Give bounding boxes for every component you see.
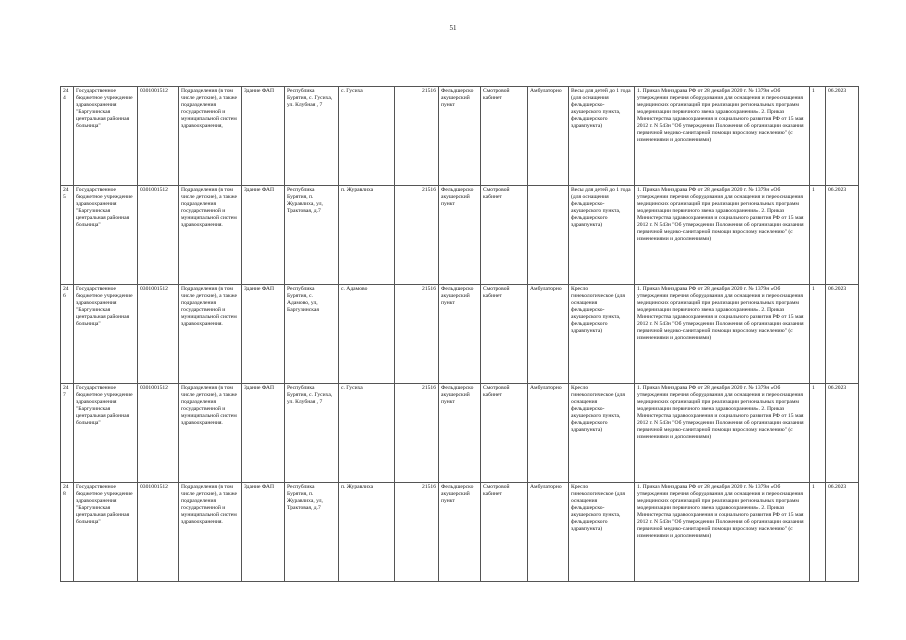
table-body: [61, 87, 859, 582]
quantity-cell: 1: [810, 186, 826, 285]
code-cell: 21516: [395, 483, 439, 582]
table-row: [61, 87, 859, 186]
building-type-cell: Здание ФАП: [242, 483, 285, 582]
okpo-code-cell: 0301001512: [138, 285, 179, 384]
date-cell: 06.2023: [826, 87, 859, 186]
recipients-cell: Подразделения (в том числе детские), а также подразделения государственной и муниципальной систем здравоохранения.: [179, 483, 242, 582]
equipment-cell: Кресло гинекологическое (для оснащения фельдшерско-акушерского пункта, фельдшерского здравпункта): [569, 483, 635, 582]
quantity-cell: 1: [810, 384, 826, 483]
care-form-cell: Амбулаторно: [528, 285, 569, 384]
address-cell: Республика Бурятия, с. Адамово, ул, Баргузинская: [285, 285, 339, 384]
building-type-cell: Здание ФАП: [242, 87, 285, 186]
quantity-cell: 1: [810, 483, 826, 582]
institution-cell: Государственное бюджетное учреждение здравоохранения "Баргузинская центральная районная больница": [74, 285, 138, 384]
care-form-cell: [528, 186, 569, 285]
date-cell: 06.2023: [826, 186, 859, 285]
legal-basis-cell: 1. Приказ Минздрава РФ от 28 декабря 2020 г. № 1379н «Об утверждении перечня оборудования для оснащения и переоснащения медицинских организаций при реализации региональных программ модернизации первичного звена здравоохранения». 2. Приказ Министерства здравоохранения и социального развития РФ от 15 мая 2012 г. N 543н "Об утверждении Положения об организации оказания первичной медико-санитарной помощи взрослому населению" (с изменениями и дополнениями): [635, 483, 810, 582]
room-cell: Смотровой кабинет: [481, 483, 528, 582]
room-cell: Смотровой кабинет: [481, 87, 528, 186]
unit-cell: Фельдшерско акушерский пункт: [439, 483, 481, 582]
date-cell: 06.2023: [826, 384, 859, 483]
unit-cell: Фельдшерско акушерский пункт: [439, 186, 481, 285]
legal-basis-cell: 1. Приказ Минздрава РФ от 28 декабря 2020 г. № 1379н «Об утверждении перечня оборудования для оснащения и переоснащения медицинских организаций при реализации региональных программ модернизации первичного звена здравоохранения». 2. Приказ Министерства здравоохранения и социального развития РФ от 15 мая 2012 г. N 543н "Об утверждении Положения об организации оказания первичной медико-санитарной помощи взрослому населению" (с изменениями и дополнениями): [635, 186, 810, 285]
care-form-cell: Амбулаторно: [528, 87, 569, 186]
registry-table: [60, 86, 859, 582]
table-row: [61, 285, 859, 384]
settlement-cell: с. Гусиха: [339, 384, 395, 483]
date-cell: 06.2023: [826, 285, 859, 384]
page-number: 51: [449, 24, 457, 32]
room-cell: Смотровой кабинет: [481, 384, 528, 483]
row-number-cell: 246: [61, 285, 74, 384]
equipment-cell: Кресло гинекологическое (для оснащения фельдшерско-акушерского пункта, фельдшерского здравпункта): [569, 384, 635, 483]
building-type-cell: Здание ФАП: [242, 186, 285, 285]
address-cell: Республика Бурятия, п. Журавлиха, ул, Трактовая, д.7: [285, 483, 339, 582]
equipment-cell: Весы для детей до 1 года (для оснащения фельдшерско-акушерского пункта, фельдшерского здравпункта): [569, 186, 635, 285]
settlement-cell: п. Журавлиха: [339, 186, 395, 285]
quantity-cell: 1: [810, 87, 826, 186]
unit-cell: Фельдшерско акушерский пункт: [439, 384, 481, 483]
legal-basis-cell: 1. Приказ Минздрава РФ от 28 декабря 2020 г. № 1379н «Об утверждении перечня оборудования для оснащения и переоснащения медицинских организаций при реализации региональных программ модернизации первичного звена здравоохранения». 2. Приказ Министерства здравоохранения и социального развития РФ от 15 мая 2012 г. N 543н "Об утверждении Положения об организации оказания первичной медико-санитарной помощи взрослому населению" (с изменениями и дополнениями): [635, 285, 810, 384]
equipment-cell: Кресло гинекологическое (для оснащения фельдшерско-акушерского пункта, фельдшерского здравпункта): [569, 285, 635, 384]
institution-cell: Государственное бюджетное учреждение здравоохранения "Баргузинская центральная районная больница": [74, 384, 138, 483]
unit-cell: Фельдшерско акушерский пункт: [439, 285, 481, 384]
settlement-cell: с. Гусиха: [339, 87, 395, 186]
care-form-cell: Амбулаторно: [528, 384, 569, 483]
row-number-cell: 244: [61, 87, 74, 186]
date-cell: 06.2023: [826, 483, 859, 582]
care-form-cell: Амбулаторно: [528, 483, 569, 582]
settlement-cell: с. Адамово: [339, 285, 395, 384]
address-cell: Республика Бурятия, с. Гусиха, ул. Клубная , 7: [285, 384, 339, 483]
quantity-cell: 1: [810, 285, 826, 384]
institution-cell: Государственное бюджетное учреждение здравоохранения "Баргузинская центральная районная больница": [74, 186, 138, 285]
building-type-cell: Здание ФАП: [242, 285, 285, 384]
table-row: [61, 384, 859, 483]
legal-basis-cell: 1. Приказ Минздрава РФ от 28 декабря 2020 г. № 1379н «Об утверждении перечня оборудования для оснащения и переоснащения медицинских организаций при реализации региональных программ модернизации первичного звена здравоохранения». 2. Приказ Министерства здравоохранения и социального развития РФ от 15 мая 2012 г. N 543н "Об утверждении Положения об организации оказания первичной медико-санитарной помощи взрослому населению" (с изменениями и дополнениями): [635, 384, 810, 483]
room-cell: Смотровой кабинет: [481, 285, 528, 384]
code-cell: 21516: [395, 186, 439, 285]
code-cell: 21516: [395, 87, 439, 186]
code-cell: 21516: [395, 384, 439, 483]
institution-cell: Государственное бюджетное учреждение здравоохранения "Баргузинская центральная районная больница": [74, 483, 138, 582]
row-number-cell: 248: [61, 483, 74, 582]
room-cell: Смотровой кабинет: [481, 186, 528, 285]
okpo-code-cell: 0301001512: [138, 384, 179, 483]
address-cell: Республика Бурятия, с. Гусиха, ул. Клубная , 7: [285, 87, 339, 186]
okpo-code-cell: 0301001512: [138, 87, 179, 186]
table-row: [61, 483, 859, 582]
recipients-cell: Подразделения (в том числе детские), а также подразделения государственной и муниципальной систем здравоохранения.: [179, 384, 242, 483]
recipients-cell: Подразделения (в том числе детские), а также подразделения государственной и муниципальной систем здравоохранения.: [179, 186, 242, 285]
legal-basis-cell: 1. Приказ Минздрава РФ от 28 декабря 2020 г. № 1379н «Об утверждении перечня оборудования для оснащения и переоснащения медицинских организаций при реализации региональных программ модернизации первичного звена здравоохранения». 2. Приказ Министерства здравоохранения и социального развития РФ от 15 мая 2012 г. N 543н "Об утверждении Положения об организации оказания первичной медико-санитарной помощи взрослому населению" (с изменениями и дополнениями): [635, 87, 810, 186]
row-number-cell: 245: [61, 186, 74, 285]
equipment-cell: Весы для детей до 1 года (для оснащения фельдшерско-акушерского пункта, фельдшерского здравпункта): [569, 87, 635, 186]
okpo-code-cell: 0301001512: [138, 186, 179, 285]
row-number-cell: 247: [61, 384, 74, 483]
institution-cell: Государственное бюджетное учреждение здравоохранения "Баргузинская центральная районная больница": [74, 87, 138, 186]
unit-cell: Фельдшерско акушерский пункт: [439, 87, 481, 186]
recipients-cell: Подразделения (в том числе детские), а также подразделения государственной и муниципальной систем здравоохранения,: [179, 87, 242, 186]
settlement-cell: п. Журавлиха: [339, 483, 395, 582]
table-row: [61, 186, 859, 285]
address-cell: Республика Бурятия, п. Журавлиха, ул, Трактовая, д.7: [285, 186, 339, 285]
building-type-cell: Здание ФАП: [242, 384, 285, 483]
okpo-code-cell: 0301001512: [138, 483, 179, 582]
code-cell: 21516: [395, 285, 439, 384]
recipients-cell: Подразделения (в том числе детские), а также подразделения государственной и муниципальной систем здравоохранения.: [179, 285, 242, 384]
